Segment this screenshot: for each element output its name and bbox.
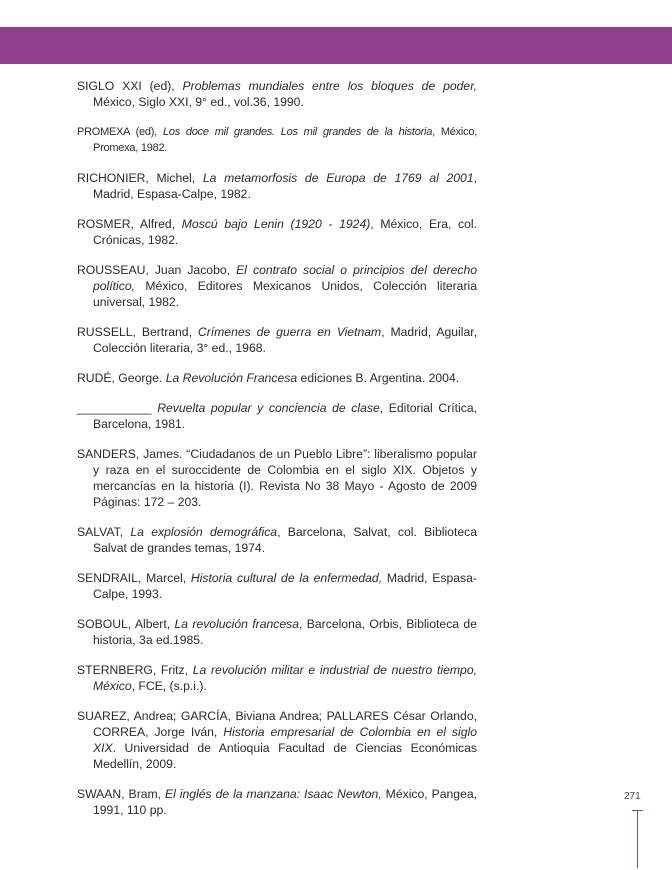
entry-publication: México, Siglo XXI, 9° ed., vol.36, 1990. (93, 95, 304, 109)
bibliography-entry (77, 324, 477, 356)
entry-author: RUSSELL, Bertrand, (77, 325, 198, 339)
page-number: 271 (624, 791, 641, 802)
bibliography-entry (77, 216, 477, 248)
bibliography-entry (77, 446, 477, 510)
bibliography-entry (77, 524, 477, 556)
entry-author: RUDÉ, George. (77, 371, 166, 385)
entry-publication: , México, Promexa, 1982. (93, 126, 478, 154)
bibliography-entry (77, 170, 477, 202)
entry-publication: , FCE, (s.p.i.). (131, 679, 207, 693)
entry-author: ___________ (77, 401, 158, 415)
entry-publication: , Barcelona, Salvat, col. Biblioteca Salvat de grandes temas, 1974. (93, 525, 477, 555)
bibliography-entry (77, 400, 477, 432)
entry-author: SUAREZ, Andrea; GARCÍA, Biviana Andrea; PALLARES César Orlando, CORREA, Jorge Iván, (77, 709, 477, 739)
entry-title: Historia cultural de la enfermedad, (190, 571, 383, 585)
entry-publication: México, Editores Mexicanos Unidos, Colección literaria universal, 1982. (93, 279, 477, 309)
entry-title: Moscú bajo Lenin (1920 - 1924) (181, 217, 371, 231)
entry-title: La Revolución Francesa (165, 371, 298, 385)
entry-author: STERNBERG, Fritz, (77, 663, 193, 677)
bibliography-entry (77, 708, 477, 772)
bibliography-entry (77, 78, 477, 110)
entry-author: SIGLO XXI (ed), (77, 79, 183, 93)
entry-author: SALVAT, (77, 525, 131, 539)
entry-publication: , Madrid, Aguilar, Colección literaria, 3° ed., 1968. (93, 325, 478, 355)
entry-author: SWAAN, Bram, (77, 787, 166, 801)
entry-author: RICHONIER, Michel, (77, 171, 203, 185)
entry-title: El contrato social o principios del derecho político, (93, 263, 478, 293)
entry-title: Crímenes de guerra en Vietnam (197, 325, 382, 339)
entry-title: El inglés de la manzana: Isaac Newton, (165, 787, 382, 801)
entry-publication: . Universidad de Antioquia Facultad de Ciencias Económicas Medellín, 2009. (93, 741, 477, 771)
entry-title: Problemas mundiales entre los bloques de poder, (182, 79, 477, 93)
bibliography-entry (77, 786, 477, 818)
bibliography-entry (77, 570, 477, 602)
entry-author: ROSMER, Alfred, (77, 217, 182, 231)
entry-title: La revolución francesa (174, 617, 300, 631)
entry-author: PROMEXA (ed), (77, 126, 163, 138)
entry-author: SANDERS, James. “Ciudadanos de un Pueblo Libre”: liberalismo popular y raza en el suroccidente de Colombia en el siglo XIX. Objetos y mercancías en la historia (I). Revista No 38 Mayo - Agosto de 2009 Páginas: 172 – 203. (77, 447, 477, 509)
entry-author: ROUSSEAU, Juan Jacobo, (77, 263, 237, 277)
entry-publication: , Barcelona, Orbis, Biblioteca de historia, 3a ed.1985. (93, 617, 477, 647)
page-marker-line (637, 810, 638, 868)
entry-title: Revuelta popular y conciencia de clase (157, 401, 380, 415)
entry-publication: Madrid, Espasa-Calpe, 1993. (93, 571, 477, 601)
entry-title: La explosión demográfica (130, 525, 278, 539)
bibliography-entry (77, 370, 477, 386)
bibliography-entry (77, 616, 477, 648)
bibliography-entry (77, 662, 477, 694)
entry-title: La metamorfosis de Europa de 1769 al 2001 (202, 171, 474, 185)
bibliography-list (77, 78, 477, 832)
entry-publication: , México, Era, col. Crónicas, 1982. (93, 217, 478, 247)
entry-title: Los doce mil grandes. Los mil grandes de la historia (162, 126, 433, 138)
entry-publication: , Editorial Crítica, Barcelona, 1981. (93, 401, 477, 431)
entry-author: SENDRAIL, Marcel, (77, 571, 191, 585)
entry-publication: , Madrid, Espasa-Calpe, 1982. (93, 171, 478, 201)
entry-publication: México, Pangea, 1991, 110 pp. (93, 787, 478, 817)
bibliography-entry (77, 262, 477, 310)
header-band (0, 27, 672, 64)
entry-title: La revolución militar e industrial de nuestro tiempo, México (93, 663, 477, 693)
entry-author: SOBOUL, Albert, (77, 617, 175, 631)
entry-title: Historia empresarial de Colombia en el siglo XIX (93, 725, 477, 755)
bibliography-entry (77, 124, 477, 156)
entry-publication: ediciones B. Argentina. 2004. (297, 371, 460, 385)
